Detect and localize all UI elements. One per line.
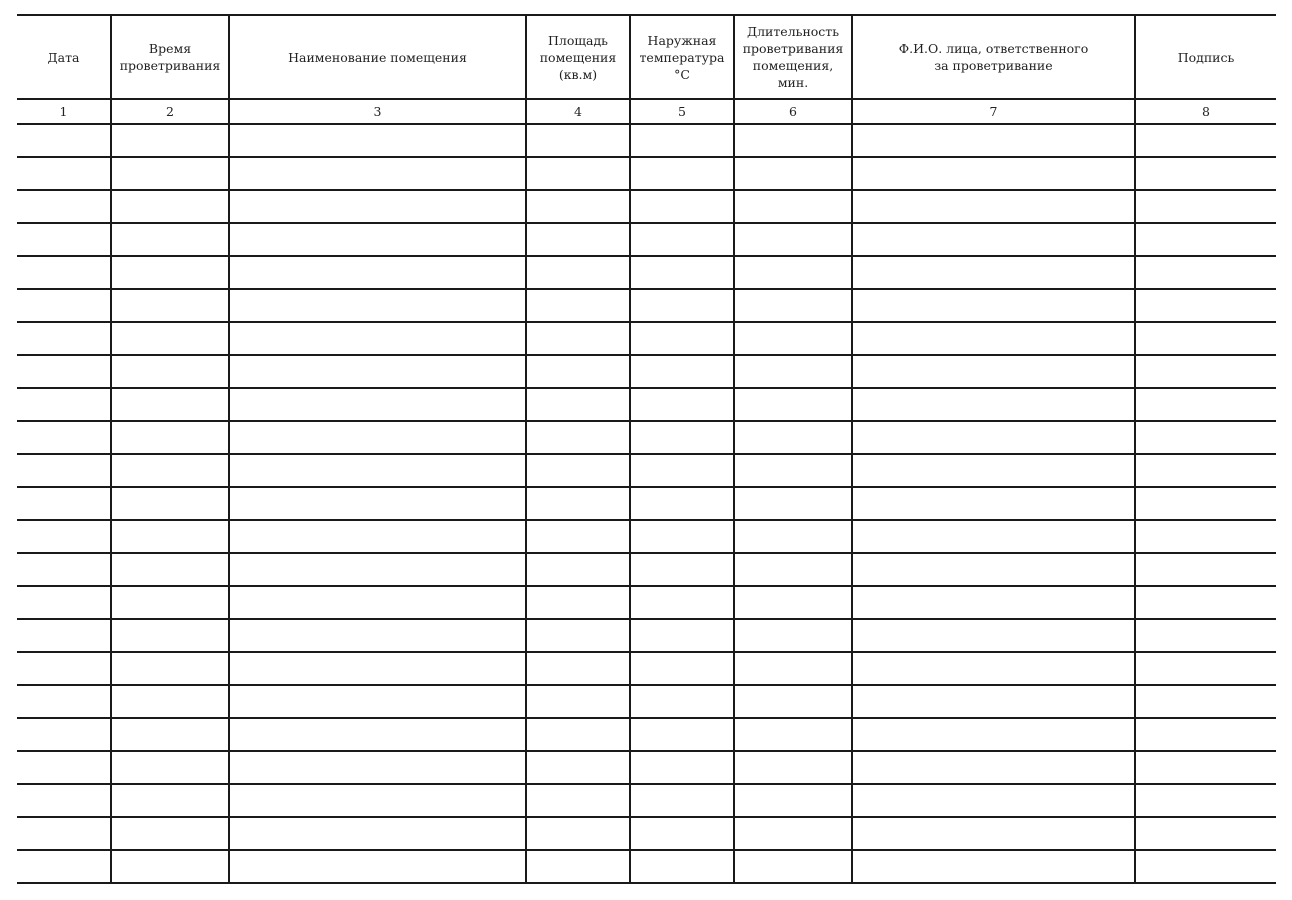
col-header-responsible-person: Ф.И.О. лица, ответственного за проветривание bbox=[852, 15, 1135, 99]
time-cell bbox=[111, 784, 229, 817]
room-name-cell bbox=[229, 355, 526, 388]
time-cell bbox=[111, 190, 229, 223]
date-cell bbox=[17, 421, 111, 454]
time-cell bbox=[111, 751, 229, 784]
area-cell bbox=[526, 421, 630, 454]
room-name-cell bbox=[229, 487, 526, 520]
signature-cell bbox=[1135, 619, 1276, 652]
date-cell bbox=[17, 454, 111, 487]
outdoor-temp-cell bbox=[630, 355, 734, 388]
duration-cell bbox=[734, 256, 852, 289]
table-row bbox=[17, 322, 1276, 355]
area-cell bbox=[526, 718, 630, 751]
outdoor-temp-cell bbox=[630, 487, 734, 520]
time-cell bbox=[111, 388, 229, 421]
time-cell bbox=[111, 652, 229, 685]
signature-cell bbox=[1135, 124, 1276, 157]
time-cell bbox=[111, 322, 229, 355]
ventilation-log-table bbox=[17, 14, 1276, 884]
date-cell bbox=[17, 355, 111, 388]
responsible-person-cell bbox=[852, 685, 1135, 718]
outdoor-temp-cell bbox=[630, 421, 734, 454]
signature-cell bbox=[1135, 388, 1276, 421]
date-cell bbox=[17, 817, 111, 850]
room-name-cell bbox=[229, 223, 526, 256]
date-cell bbox=[17, 256, 111, 289]
area-cell bbox=[526, 784, 630, 817]
area-cell bbox=[526, 355, 630, 388]
date-cell bbox=[17, 520, 111, 553]
outdoor-temp-cell bbox=[630, 718, 734, 751]
outdoor-temp-cell bbox=[630, 454, 734, 487]
outdoor-temp-cell bbox=[630, 223, 734, 256]
area-cell bbox=[526, 553, 630, 586]
room-name-cell bbox=[229, 157, 526, 190]
responsible-person-cell bbox=[852, 223, 1135, 256]
signature-cell bbox=[1135, 487, 1276, 520]
signature-cell bbox=[1135, 190, 1276, 223]
signature-cell bbox=[1135, 784, 1276, 817]
time-cell bbox=[111, 256, 229, 289]
time-cell bbox=[111, 124, 229, 157]
date-cell bbox=[17, 190, 111, 223]
duration-cell bbox=[734, 751, 852, 784]
date-cell bbox=[17, 718, 111, 751]
table-row bbox=[17, 454, 1276, 487]
area-cell bbox=[526, 454, 630, 487]
date-cell bbox=[17, 289, 111, 322]
duration-cell bbox=[734, 124, 852, 157]
room-name-cell bbox=[229, 421, 526, 454]
date-cell bbox=[17, 850, 111, 883]
date-cell bbox=[17, 322, 111, 355]
time-cell bbox=[111, 157, 229, 190]
outdoor-temp-cell bbox=[630, 586, 734, 619]
col-header-signature: Подпись bbox=[1135, 15, 1276, 99]
duration-cell bbox=[734, 454, 852, 487]
responsible-person-cell bbox=[852, 190, 1135, 223]
col-number: 4 bbox=[526, 99, 630, 124]
table-row bbox=[17, 850, 1276, 883]
duration-cell bbox=[734, 388, 852, 421]
responsible-person-cell bbox=[852, 454, 1135, 487]
table-row bbox=[17, 388, 1276, 421]
date-cell bbox=[17, 388, 111, 421]
area-cell bbox=[526, 388, 630, 421]
responsible-person-cell bbox=[852, 850, 1135, 883]
duration-cell bbox=[734, 850, 852, 883]
table-row bbox=[17, 652, 1276, 685]
area-cell bbox=[526, 223, 630, 256]
header-row bbox=[17, 15, 1276, 99]
room-name-cell bbox=[229, 388, 526, 421]
signature-cell bbox=[1135, 322, 1276, 355]
room-name-cell bbox=[229, 520, 526, 553]
room-name-cell bbox=[229, 751, 526, 784]
date-cell bbox=[17, 586, 111, 619]
table-row bbox=[17, 124, 1276, 157]
outdoor-temp-cell bbox=[630, 784, 734, 817]
room-name-cell bbox=[229, 619, 526, 652]
signature-cell bbox=[1135, 685, 1276, 718]
time-cell bbox=[111, 487, 229, 520]
duration-cell bbox=[734, 718, 852, 751]
col-number: 7 bbox=[852, 99, 1135, 124]
col-header-duration: Длительность проветривания помещения, мин. bbox=[734, 15, 852, 99]
outdoor-temp-cell bbox=[630, 817, 734, 850]
area-cell bbox=[526, 652, 630, 685]
room-name-cell bbox=[229, 553, 526, 586]
area-cell bbox=[526, 157, 630, 190]
room-name-cell bbox=[229, 322, 526, 355]
signature-cell bbox=[1135, 355, 1276, 388]
signature-cell bbox=[1135, 850, 1276, 883]
signature-cell bbox=[1135, 586, 1276, 619]
time-cell bbox=[111, 223, 229, 256]
signature-cell bbox=[1135, 223, 1276, 256]
duration-cell bbox=[734, 520, 852, 553]
date-cell bbox=[17, 553, 111, 586]
responsible-person-cell bbox=[852, 256, 1135, 289]
duration-cell bbox=[734, 322, 852, 355]
outdoor-temp-cell bbox=[630, 256, 734, 289]
responsible-person-cell bbox=[852, 289, 1135, 322]
duration-cell bbox=[734, 289, 852, 322]
duration-cell bbox=[734, 586, 852, 619]
time-cell bbox=[111, 454, 229, 487]
col-number: 1 bbox=[17, 99, 111, 124]
time-cell bbox=[111, 619, 229, 652]
outdoor-temp-cell bbox=[630, 190, 734, 223]
table-row bbox=[17, 619, 1276, 652]
col-header-area: Площадь помещения (кв.м) bbox=[526, 15, 630, 99]
signature-cell bbox=[1135, 652, 1276, 685]
signature-cell bbox=[1135, 751, 1276, 784]
responsible-person-cell bbox=[852, 619, 1135, 652]
area-cell bbox=[526, 487, 630, 520]
outdoor-temp-cell bbox=[630, 124, 734, 157]
duration-cell bbox=[734, 190, 852, 223]
room-name-cell bbox=[229, 685, 526, 718]
col-header-room-name: Наименование помещения bbox=[229, 15, 526, 99]
area-cell bbox=[526, 586, 630, 619]
date-cell bbox=[17, 784, 111, 817]
col-number: 2 bbox=[111, 99, 229, 124]
date-cell bbox=[17, 487, 111, 520]
signature-cell bbox=[1135, 817, 1276, 850]
room-name-cell bbox=[229, 124, 526, 157]
responsible-person-cell bbox=[852, 553, 1135, 586]
area-cell bbox=[526, 850, 630, 883]
col-number: 3 bbox=[229, 99, 526, 124]
date-cell bbox=[17, 124, 111, 157]
date-cell bbox=[17, 157, 111, 190]
table-row bbox=[17, 586, 1276, 619]
outdoor-temp-cell bbox=[630, 685, 734, 718]
outdoor-temp-cell bbox=[630, 322, 734, 355]
signature-cell bbox=[1135, 520, 1276, 553]
table-row bbox=[17, 157, 1276, 190]
col-header-date: Дата bbox=[17, 15, 111, 99]
responsible-person-cell bbox=[852, 487, 1135, 520]
table-row bbox=[17, 784, 1276, 817]
outdoor-temp-cell bbox=[630, 652, 734, 685]
signature-cell bbox=[1135, 553, 1276, 586]
room-name-cell bbox=[229, 784, 526, 817]
time-cell bbox=[111, 520, 229, 553]
duration-cell bbox=[734, 685, 852, 718]
responsible-person-cell bbox=[852, 751, 1135, 784]
room-name-cell bbox=[229, 454, 526, 487]
signature-cell bbox=[1135, 289, 1276, 322]
col-header-time: Время проветривания bbox=[111, 15, 229, 99]
table-row bbox=[17, 553, 1276, 586]
table-row bbox=[17, 520, 1276, 553]
area-cell bbox=[526, 190, 630, 223]
col-number: 5 bbox=[630, 99, 734, 124]
area-cell bbox=[526, 322, 630, 355]
date-cell bbox=[17, 223, 111, 256]
table-row bbox=[17, 685, 1276, 718]
area-cell bbox=[526, 619, 630, 652]
room-name-cell bbox=[229, 256, 526, 289]
date-cell bbox=[17, 619, 111, 652]
room-name-cell bbox=[229, 652, 526, 685]
outdoor-temp-cell bbox=[630, 619, 734, 652]
room-name-cell bbox=[229, 817, 526, 850]
duration-cell bbox=[734, 817, 852, 850]
responsible-person-cell bbox=[852, 355, 1135, 388]
responsible-person-cell bbox=[852, 124, 1135, 157]
table-row bbox=[17, 289, 1276, 322]
room-name-cell bbox=[229, 718, 526, 751]
signature-cell bbox=[1135, 718, 1276, 751]
responsible-person-cell bbox=[852, 388, 1135, 421]
responsible-person-cell bbox=[852, 817, 1135, 850]
table-row bbox=[17, 256, 1276, 289]
table-row bbox=[17, 487, 1276, 520]
duration-cell bbox=[734, 553, 852, 586]
log-body bbox=[17, 124, 1276, 883]
area-cell bbox=[526, 124, 630, 157]
outdoor-temp-cell bbox=[630, 553, 734, 586]
table-row bbox=[17, 190, 1276, 223]
responsible-person-cell bbox=[852, 421, 1135, 454]
responsible-person-cell bbox=[852, 652, 1135, 685]
duration-cell bbox=[734, 355, 852, 388]
signature-cell bbox=[1135, 256, 1276, 289]
duration-cell bbox=[734, 487, 852, 520]
responsible-person-cell bbox=[852, 157, 1135, 190]
table-row bbox=[17, 751, 1276, 784]
col-number: 6 bbox=[734, 99, 852, 124]
outdoor-temp-cell bbox=[630, 520, 734, 553]
outdoor-temp-cell bbox=[630, 289, 734, 322]
area-cell bbox=[526, 817, 630, 850]
table-row bbox=[17, 817, 1276, 850]
outdoor-temp-cell bbox=[630, 388, 734, 421]
room-name-cell bbox=[229, 850, 526, 883]
area-cell bbox=[526, 256, 630, 289]
table-row bbox=[17, 355, 1276, 388]
time-cell bbox=[111, 817, 229, 850]
time-cell bbox=[111, 685, 229, 718]
room-name-cell bbox=[229, 289, 526, 322]
area-cell bbox=[526, 289, 630, 322]
time-cell bbox=[111, 553, 229, 586]
responsible-person-cell bbox=[852, 520, 1135, 553]
responsible-person-cell bbox=[852, 586, 1135, 619]
outdoor-temp-cell bbox=[630, 157, 734, 190]
col-header-outdoor-temp: Наружная температура °С bbox=[630, 15, 734, 99]
duration-cell bbox=[734, 619, 852, 652]
time-cell bbox=[111, 289, 229, 322]
col-number: 8 bbox=[1135, 99, 1276, 124]
outdoor-temp-cell bbox=[630, 850, 734, 883]
column-number-row bbox=[17, 99, 1276, 124]
responsible-person-cell bbox=[852, 718, 1135, 751]
duration-cell bbox=[734, 223, 852, 256]
time-cell bbox=[111, 586, 229, 619]
table-row bbox=[17, 223, 1276, 256]
date-cell bbox=[17, 751, 111, 784]
responsible-person-cell bbox=[852, 784, 1135, 817]
table-row bbox=[17, 421, 1276, 454]
area-cell bbox=[526, 520, 630, 553]
time-cell bbox=[111, 718, 229, 751]
signature-cell bbox=[1135, 157, 1276, 190]
area-cell bbox=[526, 751, 630, 784]
time-cell bbox=[111, 355, 229, 388]
room-name-cell bbox=[229, 586, 526, 619]
date-cell bbox=[17, 652, 111, 685]
area-cell bbox=[526, 685, 630, 718]
duration-cell bbox=[734, 784, 852, 817]
duration-cell bbox=[734, 652, 852, 685]
duration-cell bbox=[734, 421, 852, 454]
room-name-cell bbox=[229, 190, 526, 223]
time-cell bbox=[111, 850, 229, 883]
time-cell bbox=[111, 421, 229, 454]
responsible-person-cell bbox=[852, 322, 1135, 355]
duration-cell bbox=[734, 157, 852, 190]
table-row bbox=[17, 718, 1276, 751]
signature-cell bbox=[1135, 454, 1276, 487]
signature-cell bbox=[1135, 421, 1276, 454]
outdoor-temp-cell bbox=[630, 751, 734, 784]
date-cell bbox=[17, 685, 111, 718]
